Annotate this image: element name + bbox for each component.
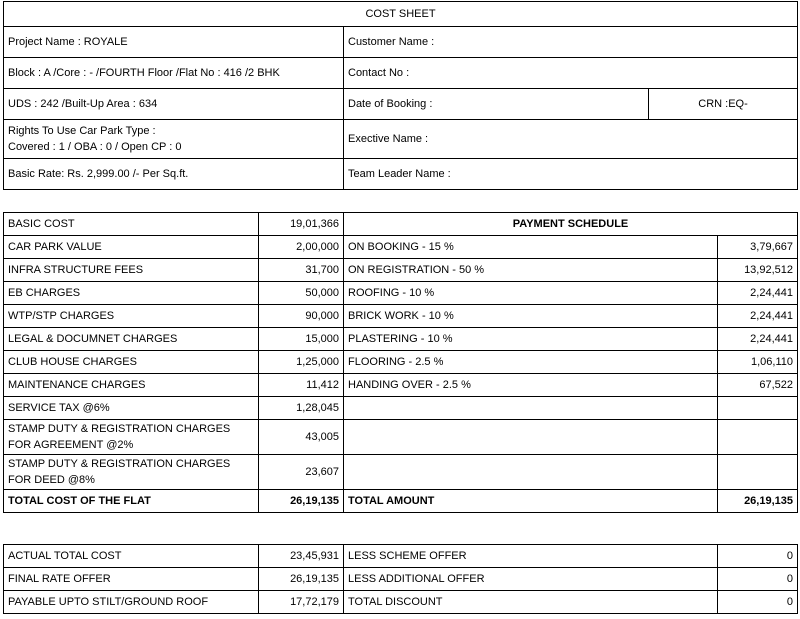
schedule-label xyxy=(344,455,718,490)
stamp-agreement-label xyxy=(4,420,259,455)
stamp-deed-line1: STAMP DUTY & REGISTRATION CHARGES xyxy=(8,458,231,470)
table-row xyxy=(4,374,798,397)
cost-label: CAR PARK VALUE xyxy=(4,236,259,259)
cost-value: 11,412 xyxy=(259,374,344,397)
summary-label: ACTUAL TOTAL COST xyxy=(4,545,259,568)
stamp-deed-value: 23,607 xyxy=(259,455,344,490)
cost-label: MAINTENANCE CHARGES xyxy=(4,374,259,397)
schedule-value: 1,06,110 xyxy=(718,351,798,374)
schedule-value: 13,92,512 xyxy=(718,259,798,282)
date-of-booking: Date of Booking : xyxy=(344,89,649,120)
schedule-label: BRICK WORK - 10 % xyxy=(344,305,718,328)
schedule-value: 67,522 xyxy=(718,374,798,397)
cost-table-body xyxy=(4,213,798,513)
discount-value: 0 xyxy=(718,591,798,614)
schedule-label: FLOORING - 2.5 % xyxy=(344,351,718,374)
cost-value: 1,25,000 xyxy=(259,351,344,374)
contact-no: Contact No : xyxy=(344,58,798,89)
total-cost-label: TOTAL COST OF THE FLAT xyxy=(4,490,259,513)
table-row xyxy=(4,259,798,282)
payment-schedule-title: PAYMENT SCHEDULE xyxy=(344,213,798,236)
cost-value: 90,000 xyxy=(259,305,344,328)
crn: CRN :EQ- xyxy=(649,89,798,120)
cost-value: 15,000 xyxy=(259,328,344,351)
table-row xyxy=(4,568,798,591)
schedule-value xyxy=(718,455,798,490)
block-info: Block : A /Core : - /FOURTH Floor /Flat No : 416 /2 BHK xyxy=(4,58,344,89)
table-row xyxy=(4,213,798,236)
table-row xyxy=(4,397,798,420)
car-park-line1: Rights To Use Car Park Type : xyxy=(8,125,156,137)
cost-value: 50,000 xyxy=(259,282,344,305)
schedule-label xyxy=(344,397,718,420)
discount-label: LESS ADDITIONAL OFFER xyxy=(344,568,718,591)
table-row xyxy=(4,591,798,614)
total-amount-label: TOTAL AMOUNT xyxy=(344,490,718,513)
uds-info: UDS : 242 /Built-Up Area : 634 xyxy=(4,89,344,120)
basic-rate: Basic Rate: Rs. 2,999.00 /- Per Sq.ft. xyxy=(4,159,344,190)
table-row xyxy=(4,455,798,490)
schedule-label: ON BOOKING - 15 % xyxy=(344,236,718,259)
summary-table xyxy=(3,544,798,614)
project-name: Project Name : ROYALE xyxy=(4,27,344,58)
cost-table xyxy=(3,212,798,513)
discount-value: 0 xyxy=(718,568,798,591)
table-row xyxy=(4,328,798,351)
stamp-agreement-line2: FOR AGREEMENT @2% xyxy=(8,439,134,451)
header-table xyxy=(3,1,798,190)
total-row xyxy=(4,490,798,513)
cost-label: CLUB HOUSE CHARGES xyxy=(4,351,259,374)
cost-value: 2,00,000 xyxy=(259,236,344,259)
table-row xyxy=(4,282,798,305)
table-row xyxy=(4,236,798,259)
cost-label: INFRA STRUCTURE FEES xyxy=(4,259,259,282)
schedule-value: 2,24,441 xyxy=(718,328,798,351)
discount-label: LESS SCHEME OFFER xyxy=(344,545,718,568)
table-row xyxy=(4,420,798,455)
stamp-deed-line2: FOR DEED @8% xyxy=(8,474,95,486)
executive-name: Exective Name : xyxy=(344,120,798,159)
stamp-agreement-value: 43,005 xyxy=(259,420,344,455)
schedule-label: PLASTERING - 10 % xyxy=(344,328,718,351)
cost-sheet-title: COST SHEET xyxy=(4,2,798,27)
table-row xyxy=(4,305,798,328)
schedule-value xyxy=(718,420,798,455)
summary-value: 23,45,931 xyxy=(259,545,344,568)
schedule-label: HANDING OVER - 2.5 % xyxy=(344,374,718,397)
summary-table-body xyxy=(4,545,798,614)
schedule-label: ROOFING - 10 % xyxy=(344,282,718,305)
cost-label: WTP/STP CHARGES xyxy=(4,305,259,328)
car-park-info xyxy=(4,120,344,159)
cost-label: EB CHARGES xyxy=(4,282,259,305)
summary-label: FINAL RATE OFFER xyxy=(4,568,259,591)
cost-label: SERVICE TAX @6% xyxy=(4,397,259,420)
stamp-agreement-line1: STAMP DUTY & REGISTRATION CHARGES xyxy=(8,423,231,435)
schedule-value: 3,79,667 xyxy=(718,236,798,259)
discount-value: 0 xyxy=(718,545,798,568)
cost-label: LEGAL & DOCUMNET CHARGES xyxy=(4,328,259,351)
stamp-deed-label xyxy=(4,455,259,490)
car-park-line2: Covered : 1 / OBA : 0 / Open CP : 0 xyxy=(8,141,182,153)
customer-name: Customer Name : xyxy=(344,27,798,58)
team-leader-name: Team Leader Name : xyxy=(344,159,798,190)
summary-value: 26,19,135 xyxy=(259,568,344,591)
schedule-value: 2,24,441 xyxy=(718,305,798,328)
summary-label: PAYABLE UPTO STILT/GROUND ROOF xyxy=(4,591,259,614)
schedule-value xyxy=(718,397,798,420)
schedule-value: 2,24,441 xyxy=(718,282,798,305)
discount-label: TOTAL DISCOUNT xyxy=(344,591,718,614)
schedule-label xyxy=(344,420,718,455)
cost-value: 19,01,366 xyxy=(259,213,344,236)
cost-value: 31,700 xyxy=(259,259,344,282)
total-amount-value: 26,19,135 xyxy=(718,490,798,513)
schedule-label: ON REGISTRATION - 50 % xyxy=(344,259,718,282)
table-row xyxy=(4,545,798,568)
cost-value: 1,28,045 xyxy=(259,397,344,420)
summary-value: 17,72,179 xyxy=(259,591,344,614)
table-row xyxy=(4,351,798,374)
cost-label: BASIC COST xyxy=(4,213,259,236)
total-cost-value: 26,19,135 xyxy=(259,490,344,513)
